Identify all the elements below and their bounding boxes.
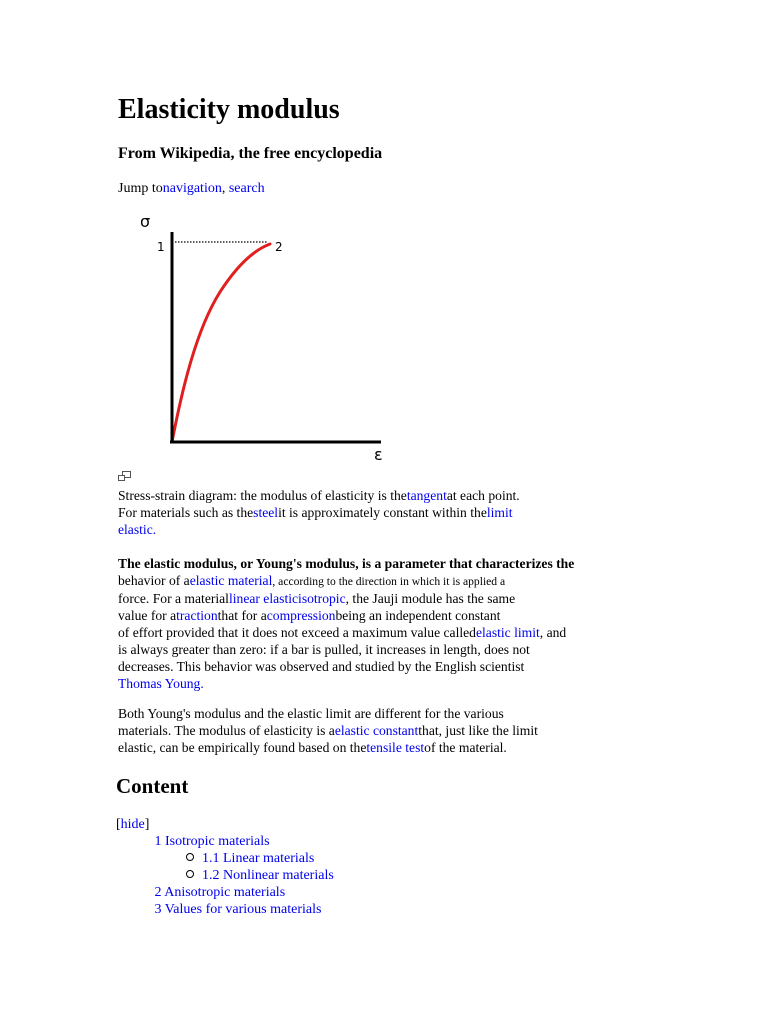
body-text: decreases. This behavior was observed and studied by the English scientist [118,659,525,674]
caption-text: it is approximately constant within the [278,505,487,520]
caption-period: . [152,522,157,537]
bracket: [ [116,817,121,832]
toc-label[interactable]: Isotropic materials [165,834,270,849]
compression-link[interactable]: compression [266,608,336,623]
toc-number[interactable]: 1.1 [202,851,220,866]
magnify-clip-icon[interactable] [118,471,131,482]
toc-circle-icon [186,870,194,878]
toc-label[interactable]: Anisotropic materials [164,885,286,900]
traction-link[interactable]: traction [176,608,218,623]
elastic-constant-link[interactable]: elastic constant [334,723,419,738]
stress-strain-curve [172,244,270,442]
toc-hide-row [116,816,334,833]
toc-number[interactable]: 1 [154,834,162,849]
x-axis-symbol: ε [374,445,383,464]
body-text: that for a [217,608,267,623]
toc-item-isotropic-materials[interactable] [116,833,334,850]
body-text: being an independent constant [335,608,501,623]
intro-paragraph [118,555,628,692]
toc-label[interactable]: Nonlinear materials [223,868,334,883]
steel-link[interactable]: steel [253,505,279,520]
body-text: elastic, can be empirically found based on the [118,740,367,755]
body-text: behavior of a [118,573,190,588]
limit-link[interactable]: limit [486,505,513,520]
toc-number[interactable]: 1.2 [202,868,220,883]
caption-text: Stress-strain diagram: the modulus of elasticity is the [118,488,407,503]
body-text: of the material. [424,740,507,755]
jump-separator: , [221,181,229,196]
toc-label[interactable]: Linear materials [223,851,315,866]
navigation-link[interactable]: navigation [162,181,222,196]
tangent-link[interactable]: tangent [406,488,447,503]
page-subtitle: From Wikipedia, the free encyclopedia [118,145,383,162]
toc-heading: Content [116,774,189,798]
body-text: , and [539,625,567,640]
body-period: . [200,676,204,691]
jump-to-label: Jump to [118,181,163,196]
body-text: that, just like the limit [418,723,538,738]
body-text: Both Young's modulus and the elastic limit are different for the various [118,706,504,721]
stress-strain-diagram[interactable] [138,210,394,468]
linear-elastic-link[interactable]: linear elastic [228,591,299,606]
table-of-contents [116,816,334,918]
elastic-material-link[interactable]: elastic material [189,573,273,588]
intro-bold-text: The elastic modulus, or Young's modulus, is a parameter that characterizes the [118,556,575,571]
point-1-label: 1 [157,240,165,254]
tensile-test-link[interactable]: tensile test [366,740,425,755]
body-text: force. For a material [118,591,229,606]
body-text-small: , according to the direction in which it is applied a [272,575,506,588]
elastic-link[interactable]: elastic [118,522,153,537]
y-axis-symbol: σ [140,212,151,231]
caption-text: For materials such as the [118,505,254,520]
point-2-label: 2 [275,240,283,254]
toc-hide-toggle[interactable]: hide [120,817,145,832]
toc-item-anisotropic-materials[interactable] [116,884,334,901]
figure-caption [118,487,628,538]
bracket: ] [144,817,150,832]
toc-number[interactable]: 2 [154,885,162,900]
body-text: is always greater than zero: if a bar is pulled, it increases in length, does not [118,642,530,657]
search-link[interactable]: search [228,181,265,196]
isotropic-link[interactable]: isotropic [298,591,346,606]
body-text: of effort provided that it does not exceed a maximum value called [118,625,476,640]
toc-item-linear-materials[interactable] [116,850,334,867]
thomas-young-link[interactable]: Thomas Young [118,676,201,691]
second-paragraph [118,705,628,756]
toc-label[interactable]: Values for various materials [164,902,322,917]
toc-item-values-for-various-materials[interactable] [116,901,334,918]
body-text: materials. The modulus of elasticity is a [118,723,335,738]
elastic-limit-link[interactable]: elastic limit [475,625,540,640]
jump-to-bar [118,180,265,198]
caption-text: at each point. [446,488,520,503]
page-title: Elasticity modulus [118,94,340,125]
toc-circle-icon [186,853,194,861]
body-text: value for a [118,608,177,623]
body-text: , the Jauji module has the same [345,591,516,606]
toc-item-nonlinear-materials[interactable] [116,867,334,884]
toc-number[interactable]: 3 [154,902,162,917]
